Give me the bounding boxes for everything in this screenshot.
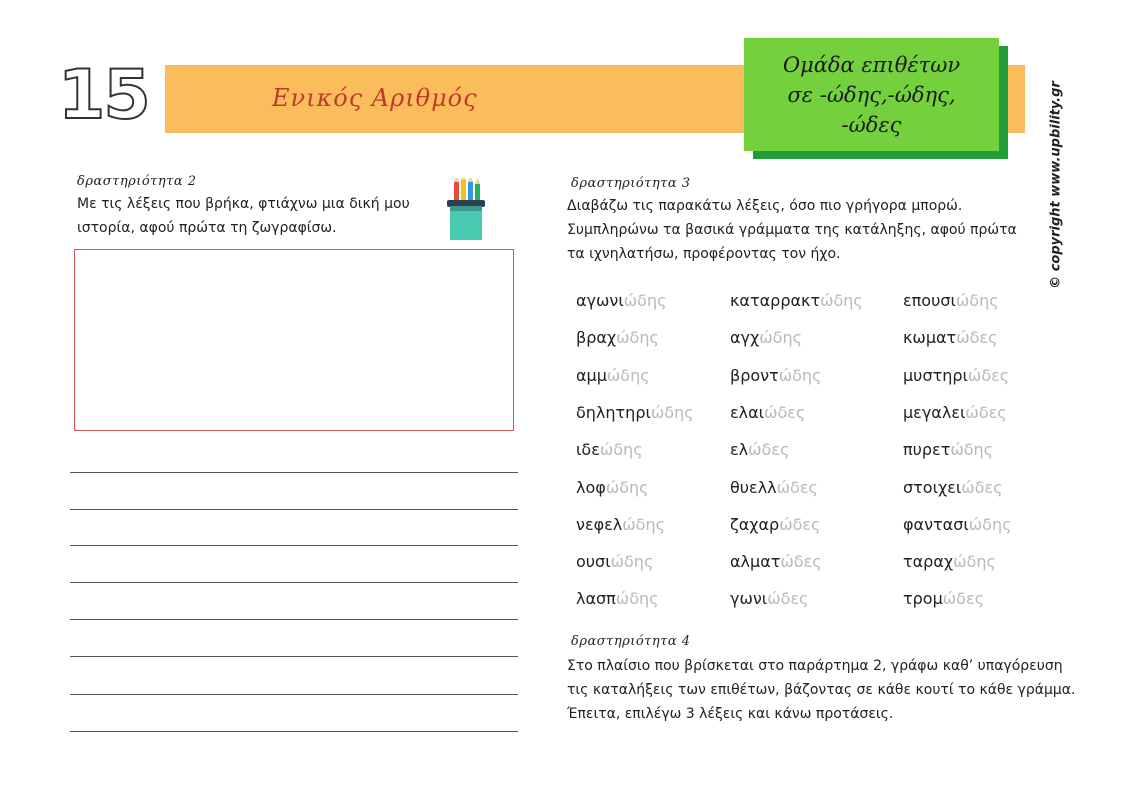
writing-line[interactable] <box>70 582 518 583</box>
word-item <box>903 478 1003 497</box>
activity3-text-line: τα ιχνηλατήσω, προφέροντας τον ήχο. <box>567 246 841 262</box>
word-item <box>730 291 863 310</box>
word-ending-trace[interactable]: ώδης <box>778 365 822 385</box>
word-item <box>730 328 802 347</box>
word-stem: θυελλ <box>730 477 777 497</box>
word-ending-trace[interactable]: ώδης <box>622 514 665 534</box>
word-item <box>903 291 999 310</box>
word-stem: λοφ <box>576 477 606 497</box>
word-ending-trace[interactable]: ώδης <box>616 328 659 348</box>
word-ending-trace[interactable]: ώδης <box>650 402 694 422</box>
word-stem: λασπ <box>576 589 616 609</box>
word-item <box>903 366 1009 385</box>
word-ending-trace[interactable]: ώδες <box>748 440 790 460</box>
word-item <box>730 589 808 608</box>
word-stem: μυστηρι <box>903 365 968 385</box>
word-item <box>903 589 984 608</box>
word-stem: καταρρακτ <box>730 291 821 310</box>
group-line: -ώδες <box>841 112 902 137</box>
word-ending-trace[interactable]: ώδες <box>767 589 809 609</box>
word-ending-trace[interactable]: ώδης <box>955 291 999 310</box>
word-item <box>903 403 1007 422</box>
page-title: Ενικός Αριθμός <box>272 84 478 112</box>
activity2-text-line: Με τις λέξεις που βρήκα, φτιάχνω μια δική μου <box>77 196 410 212</box>
pencil-cup-icon <box>445 178 487 242</box>
word-item <box>730 440 789 459</box>
word-item <box>576 589 659 608</box>
word-stem: ελ <box>730 440 749 460</box>
word-item <box>903 440 993 459</box>
word-ending-trace[interactable]: ώδες <box>956 328 998 348</box>
activity4-text-line: τις καταλήξεις των επιθέτων, βάζοντας σε κάθε κουτί το κάθε γράμμα. <box>567 682 1076 698</box>
activity3-text-line: Συμπληρώνω τα βασικά γράμματα της κατάληξης, αφού πρώτα <box>567 222 1017 238</box>
word-stem: αλματ <box>730 552 781 572</box>
word-ending-trace[interactable]: ώδες <box>942 589 984 609</box>
word-ending-trace[interactable]: ώδες <box>764 402 806 422</box>
word-stem: νεφελ <box>576 514 623 534</box>
activity4-text-line: Έπειτα, επιλέγω 3 λέξεις και κάνω προτάσεις. <box>567 706 894 722</box>
word-stem: κωματ <box>903 328 957 348</box>
word-stem: ουσι <box>576 552 611 572</box>
writing-line[interactable] <box>70 619 518 620</box>
group-line: Ομάδα επιθέτων <box>782 52 961 77</box>
word-ending-trace[interactable]: ώδες <box>965 402 1007 422</box>
activity4-title: δραστηριότητα 4 <box>571 634 691 649</box>
word-ending-trace[interactable]: ώδες <box>779 514 821 534</box>
word-stem: ταραχ <box>903 552 954 572</box>
word-ending-trace[interactable]: ώδης <box>599 440 643 460</box>
activity3-title: δραστηριότητα 3 <box>571 176 691 191</box>
activity2-title: δραστηριότητα 2 <box>77 174 197 189</box>
word-item <box>903 328 997 347</box>
word-stem: ελαι <box>730 402 765 422</box>
word-stem: μεγαλει <box>903 402 966 422</box>
word-item <box>903 515 1012 534</box>
drawing-box[interactable] <box>74 249 514 431</box>
word-stem: αγωνι <box>576 291 624 310</box>
activity4-instructions <box>567 654 1075 726</box>
writing-line[interactable] <box>70 509 518 510</box>
word-item <box>576 291 666 310</box>
word-ending-trace[interactable]: ώδες <box>780 552 822 572</box>
word-stem: δηλητηρι <box>576 402 651 422</box>
word-ending-trace[interactable]: ώδης <box>610 552 654 572</box>
word-ending-trace[interactable]: ώδες <box>961 477 1003 497</box>
word-item <box>730 403 805 422</box>
activity2-instructions <box>77 192 410 240</box>
writing-line[interactable] <box>70 694 518 695</box>
word-ending-trace[interactable]: ώδης <box>605 477 649 497</box>
writing-line[interactable] <box>70 472 518 473</box>
activity2-text-line: ιστορία, αφού πρώτα τη ζωγραφίσω. <box>77 220 337 236</box>
word-item <box>576 552 653 571</box>
word-ending-trace[interactable]: ώδης <box>759 328 802 348</box>
adjective-group-box <box>744 38 999 151</box>
word-ending-trace[interactable]: ώδης <box>623 291 667 310</box>
word-item <box>730 478 818 497</box>
word-stem: βραχ <box>576 328 617 348</box>
word-stem: βροντ <box>730 365 779 385</box>
word-stem: στοιχει <box>903 477 962 497</box>
word-item <box>730 366 821 385</box>
word-item <box>576 440 643 459</box>
word-item <box>576 478 649 497</box>
word-ending-trace[interactable]: ώδης <box>950 440 994 460</box>
activity4-text-line: Στο πλαίσιο που βρίσκεται στο παράρτημα 2, γράφω καθ’ υπαγόρευση <box>567 658 1063 674</box>
word-ending-trace[interactable]: ώδης <box>820 291 863 310</box>
word-stem: αμμ <box>576 365 607 385</box>
group-line: σε -ώδης,-ώδης, <box>787 82 956 107</box>
activity3-text-line: Διαβάζω τις παρακάτω λέξεις, όσο πιο γρήγορα μπορώ. <box>567 198 963 214</box>
writing-line[interactable] <box>70 545 518 546</box>
writing-line[interactable] <box>70 731 518 732</box>
word-ending-trace[interactable]: ώδης <box>968 514 1012 534</box>
word-item <box>576 403 694 422</box>
word-item <box>903 552 996 571</box>
word-stem: επουσι <box>903 291 956 310</box>
writing-line[interactable] <box>70 656 518 657</box>
word-item <box>730 552 822 571</box>
copyright-text: © copyright www.upbility.gr <box>1048 81 1064 289</box>
word-stem: αγχ <box>730 328 760 348</box>
word-ending-trace[interactable]: ώδης <box>606 365 650 385</box>
word-ending-trace[interactable]: ώδες <box>776 477 818 497</box>
lesson-number: 15 <box>58 56 149 135</box>
word-ending-trace[interactable]: ώδες <box>967 365 1010 385</box>
word-stem: πυρετ <box>903 440 951 460</box>
word-stem: φαντασι <box>903 514 969 534</box>
word-item <box>730 515 820 534</box>
word-stem: γωνι <box>730 589 768 609</box>
word-item <box>576 366 650 385</box>
word-stem: τρομ <box>903 589 943 609</box>
word-item <box>576 328 659 347</box>
copyright-note <box>1045 80 1067 290</box>
word-stem: ζαχαρ <box>730 514 780 534</box>
word-ending-trace[interactable]: ώδης <box>953 552 996 572</box>
activity3-instructions <box>567 194 1017 266</box>
word-stem: ιδε <box>576 440 600 460</box>
word-item <box>576 515 665 534</box>
word-ending-trace[interactable]: ώδης <box>615 589 659 609</box>
